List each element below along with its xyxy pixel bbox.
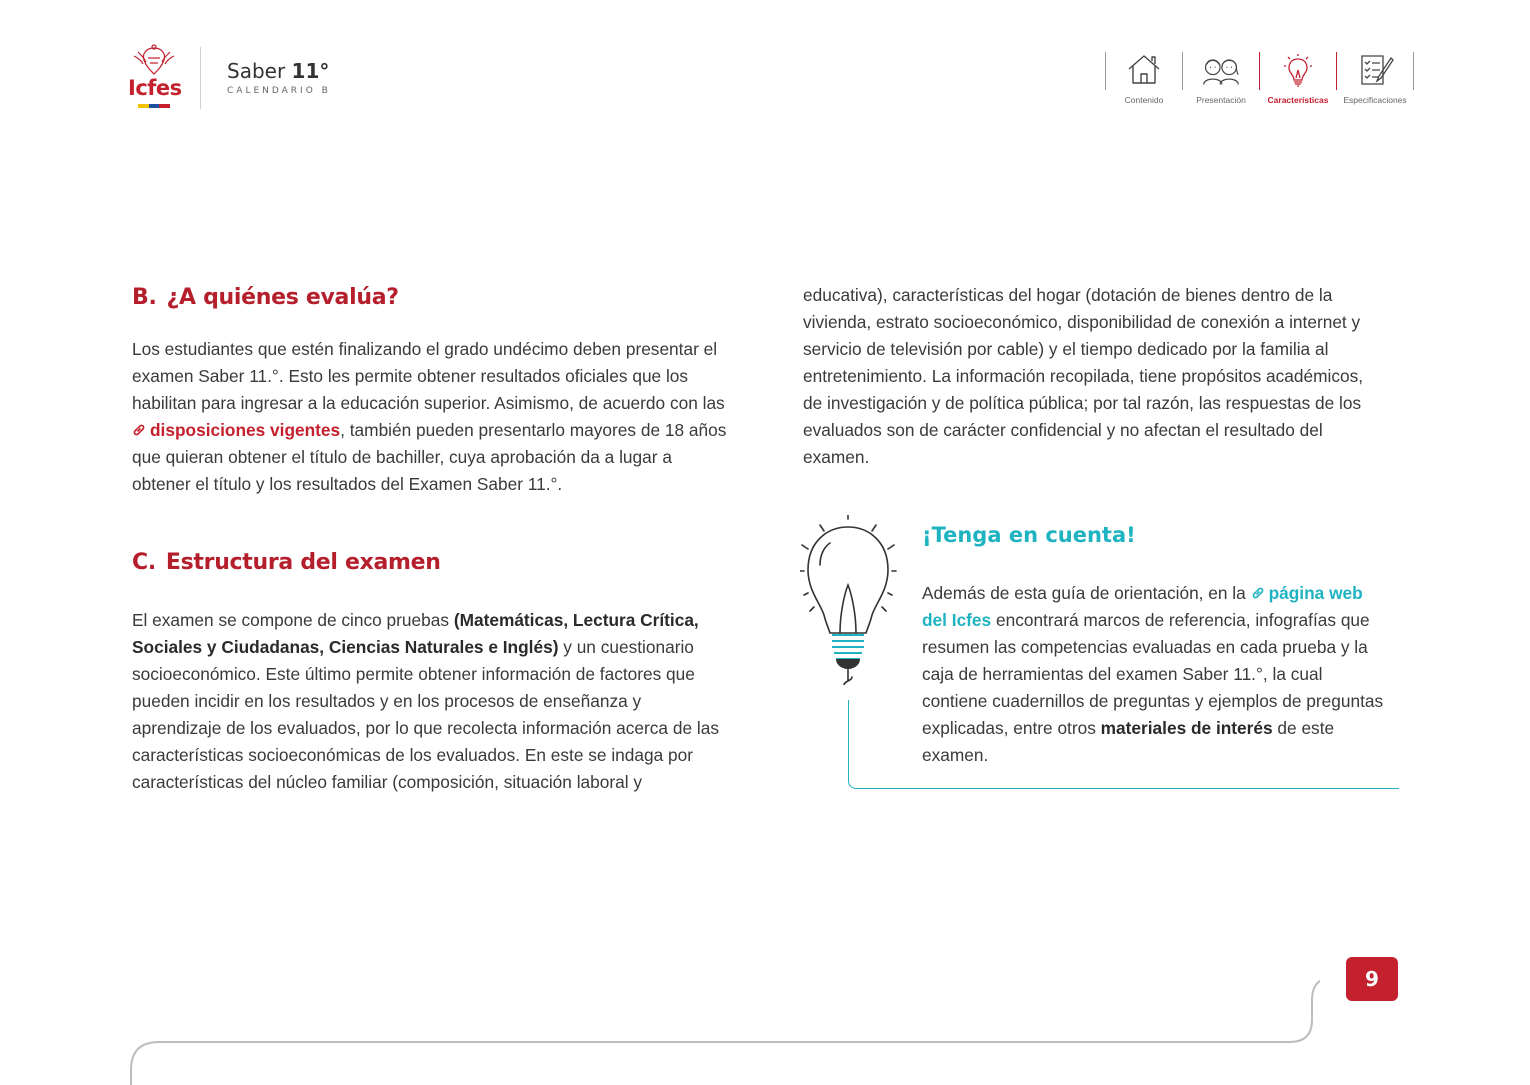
section-c-paragraph: El examen se compone de cinco pruebas (Matemáticas, Lectura Crítica, Sociales y Ciudadanas, Ciencias Naturales e Inglés) y un cuestionario socioeconómico. Este último permite obtener información de factores que pueden incidir en los resultados y en los procesos de enseñanza y aprendizaje de los evaluados, por lo que recolecta información acerca de las características socioeconómicas de los evaluados. En este se indaga por características del núcleo familiar (composición, situación laboral y [132, 610, 719, 792]
people-icon [1201, 52, 1241, 88]
logo-text: Icfes [128, 76, 182, 100]
section-b-heading: B. ¿A quiénes evalúa? [132, 285, 399, 310]
nav-label: Presentación [1196, 95, 1246, 105]
nav-especificaciones[interactable] [1337, 50, 1413, 108]
section-b-paragraph: Los estudiantes que estén finalizando el grado undécimo deben presentar el examen Saber 11.°. Esto les permite obtener resultados oficiales que los habilitan para ingresar a la educación superior. Asimismo, de acuerdo con las disposiciones vigentes, también pueden presentarlo mayores de 18 años que quieran obtener el título de bachiller, cuya aprobación da a lugar a obtener el título y los resultados del Examen Saber 11.°. [132, 339, 727, 494]
top-nav [1105, 50, 1414, 108]
nav-contenido[interactable] [1106, 50, 1182, 108]
nav-presentacion[interactable] [1183, 50, 1259, 108]
header-divider [200, 47, 201, 109]
icfes-logo [128, 44, 180, 114]
nav-label: Contenido [1124, 95, 1164, 105]
checklist-icon [1355, 52, 1395, 88]
brand-title: Saber 11° [227, 59, 330, 83]
nav-caracteristicas[interactable] [1260, 50, 1336, 108]
right-column-paragraph: educativa), características del hogar (dotación de bienes dentro de la vivienda, estrato socioeconómico, disponibilidad de conexión a internet y servicio de televisión por cable) y el tiempo dedicado por la familia al entretenimiento. La información recopilada, tiene propósitos académicos, de investigación y de política pública; por tal razón, las respuestas de los evaluados son de carácter confidencial y no afectan el resultado del examen. [803, 285, 1364, 467]
nav-label: Especificaciones [1343, 95, 1407, 105]
pagina-web-link[interactable]: página web del Icfes [922, 583, 1363, 630]
note-title: ¡Tenga en cuenta! [922, 523, 1136, 547]
brand-subtitle: CALENDARIO B [227, 86, 331, 96]
page-border-curve [130, 975, 1320, 1085]
flag-stripes [138, 104, 170, 108]
link-icon [1251, 586, 1265, 600]
link-icon [132, 423, 146, 437]
disposiciones-link[interactable]: disposiciones vigentes [132, 420, 340, 440]
note-paragraph: Además de esta guía de orientación, en la página web del Icfes encontrará marcos de referencia, infografías que resumen las competencias evaluadas en cada prueba y la caja de herramientas del examen Saber 11.°, la cual contiene cuadernillos de preguntas y ejemplos de preguntas explicadas, entre otros materiales de interés de este examen. [922, 583, 1384, 765]
lightbulb-illustration-icon [800, 515, 900, 685]
page-number-badge: 9 [1346, 957, 1398, 1001]
section-c-heading: C. Estructura del examen [132, 550, 441, 575]
brand-block [227, 58, 331, 96]
nav-label: Características [1267, 95, 1329, 105]
lightbulb-icon [1278, 52, 1318, 88]
coat-of-arms-icon [128, 44, 180, 78]
house-icon [1124, 52, 1164, 88]
